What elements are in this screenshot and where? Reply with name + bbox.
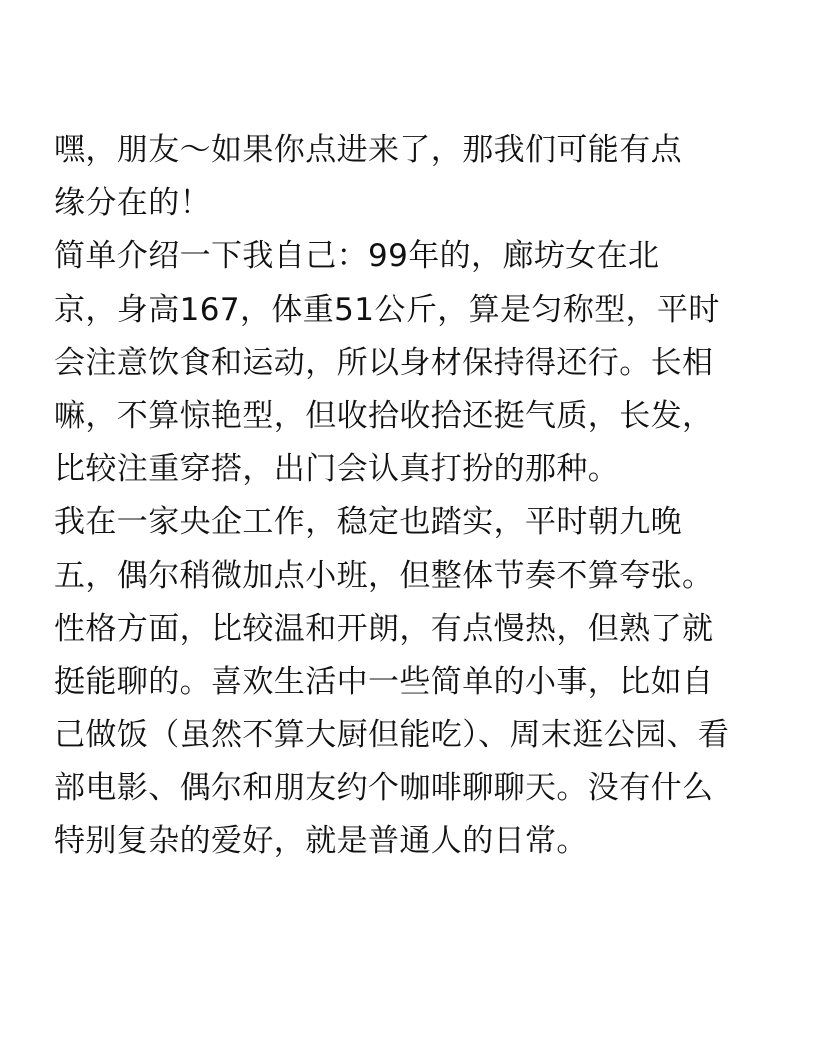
intro-text xyxy=(54,124,770,869)
text-line: 缘分在的！ xyxy=(54,185,211,222)
text-line: 嘿，朋友～如果你点进来了，那我们可能有点 xyxy=(54,132,682,168)
text-line: 特别复杂的爱好，就是普通人的日常。 xyxy=(54,823,588,860)
text-line: 性格方面，比较温和开朗，有点慢热，但熟了就 xyxy=(54,610,714,647)
text-line: 己做饭（虽然不算大厨但能吃）、周末逛公园、看 xyxy=(54,717,730,754)
text-line: 简单介绍一下我自己：99年的，廊坊女在北 xyxy=(54,238,660,275)
text-line: 京，身高167，体重51公斤，算是匀称型，平时 xyxy=(54,291,720,328)
text-line: 比较注重穿搭，出门会认真打扮的那种。 xyxy=(54,451,620,488)
text-line: 会注意饮食和运动，所以身材保持得还行。长相 xyxy=(54,344,714,381)
text-line: 我在一家央企工作，稳定也踏实，平时朝九晚 xyxy=(54,504,682,541)
text-line: 部电影、偶尔和朋友约个咖啡聊聊天。没有什么 xyxy=(54,770,714,807)
text-line: 五，偶尔稍微加点小班，但整体节奏不算夸张。 xyxy=(54,557,714,594)
text-line: 挺能聊的。喜欢生活中一些简单的小事，比如自 xyxy=(54,663,714,700)
text-line: 嘛，不算惊艳型，但收拾收拾还挺气质，长发， xyxy=(54,397,714,434)
